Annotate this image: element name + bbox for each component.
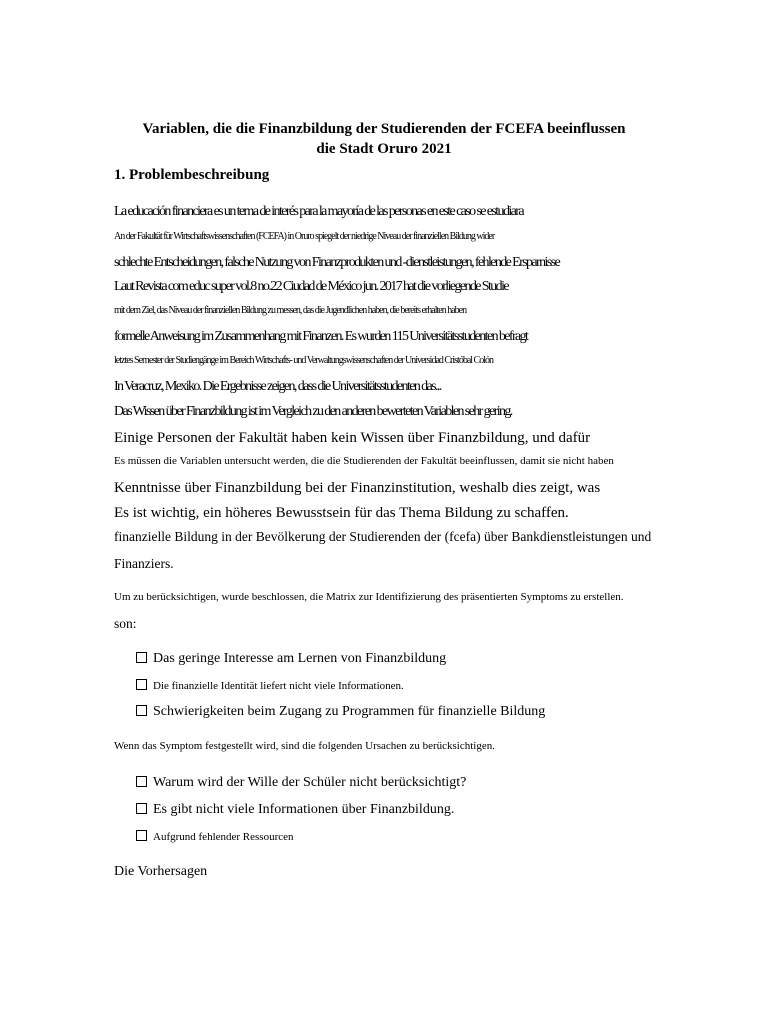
list-item — [136, 802, 454, 818]
list-item-text: Das geringe Interesse am Lernen von Finanzbildung — [153, 651, 447, 666]
checkbox-icon — [136, 803, 147, 814]
paragraph-line: Es ist wichtig, ein höheres Bewusstsein für das Thema Bildung zu schaffen. — [114, 505, 569, 521]
paragraph-line: mit dem Ziel, das Niveau der finanziellen Bildung zu messen, das die Jugendlichen haben, die bereits erhalten haben — [114, 305, 467, 316]
document-title-line-1: Variablen, die die Finanzbildung der Studierenden der FCEFA beeinflussen — [142, 121, 626, 137]
list-item-text: Aufgrund fehlender Ressourcen — [153, 831, 294, 843]
paragraph-line: An der Fakultät für Wirtschaftswissenschaften (FCEFA) in Oruro spiegelt der niedrige Niveau der finanziellen Bildung wider — [114, 231, 495, 242]
paragraph-line: Einige Personen der Fakultät haben kein Wissen über Finanzbildung, und dafür — [114, 430, 591, 446]
list-item-text: Es gibt nicht viele Informationen über Finanzbildung. — [153, 802, 455, 817]
list-item-text: Schwierigkeiten beim Zugang zu Programmen für finanzielle Bildung — [153, 704, 546, 719]
paragraph-line: finanzielle Bildung in der Bevölkerung der Studierenden der (fcefa) über Bankdienstleistungen und — [114, 529, 652, 544]
list-item — [136, 651, 446, 667]
list-item — [136, 679, 404, 692]
paragraph-line: letztes Semester der Studiengänge im Bereich Wirtschafts- und Verwaltungswissenschaften der Universidad Cristóbal Colón — [114, 355, 493, 366]
causes-intro: Wenn das Symptom festgestellt wird, sind die folgenden Ursachen zu berücksichtigen. — [114, 740, 495, 752]
list-item — [136, 830, 294, 843]
paragraph-line: Finanziers. — [114, 556, 174, 571]
paragraph-line: Das Wissen über Finanzbildung ist im Vergleich zu den anderen bewerteten Variablen sehr gering. — [114, 404, 512, 419]
list-item — [136, 704, 545, 720]
paragraph-line: schlechte Entscheidungen, falsche Nutzung von Finanzprodukten und -dienstleistungen, fehlende Ersparnisse — [114, 255, 560, 270]
symptom-son-label: son: — [114, 616, 137, 631]
footer-heading: Die Vorhersagen — [114, 864, 208, 879]
section-heading: 1. Problembeschreibung — [114, 167, 270, 183]
paragraph-line: formelle Anweisung im Zusammenhang mit Finanzen. Es wurden 115 Universitätsstudenten befragt — [114, 329, 528, 344]
paragraph-line: Es müssen die Variablen untersucht werden, die die Studierenden der Fakultät beeinflussen, damit sie nicht haben — [114, 455, 614, 467]
checkbox-icon — [136, 652, 147, 663]
list-item-text: Warum wird der Wille der Schüler nicht berücksichtigt? — [153, 775, 467, 790]
paragraph-line: La educación financiera es un tema de interés para la mayoría de las personas en este caso se estudiara — [114, 204, 523, 219]
checkbox-icon — [136, 679, 147, 690]
symptom-intro: Um zu berücksichtigen, wurde beschlossen, die Matrix zur Identifizierung des präsentierten Symptoms zu erstellen. — [114, 591, 624, 603]
paragraph-line: Laut Revista com educ super vol.8 no.22 Ciudad de México jun. 2017 hat die vorliegende Studie — [114, 279, 508, 294]
document-title-line-2: die Stadt Oruro 2021 — [316, 141, 452, 157]
list-item-text: Die finanzielle Identität liefert nicht viele Informationen. — [153, 680, 404, 692]
paragraph-line: In Veracruz, Mexiko. Die Ergebnisse zeigen, dass die Universitätsstudenten das... — [114, 379, 441, 394]
list-item — [136, 775, 466, 791]
checkbox-icon — [136, 830, 147, 841]
checkbox-icon — [136, 705, 147, 716]
paragraph-line: Kenntnisse über Finanzbildung bei der Finanzinstitution, weshalb dies zeigt, was — [114, 480, 601, 496]
checkbox-icon — [136, 776, 147, 787]
